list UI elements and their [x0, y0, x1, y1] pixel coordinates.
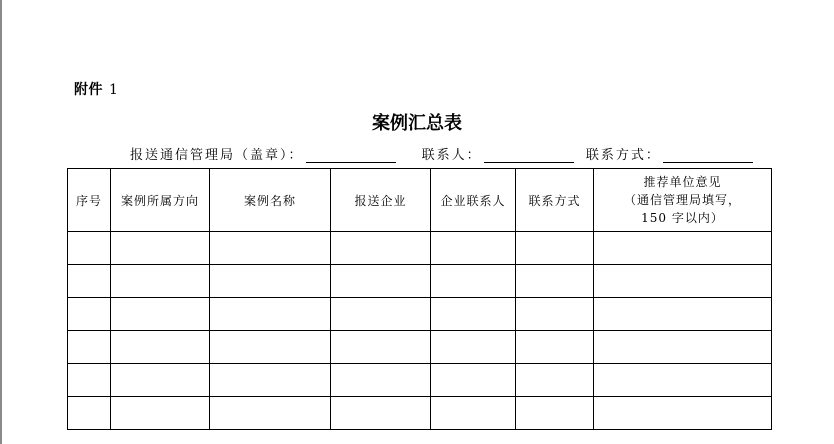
table-cell[interactable] — [516, 364, 594, 397]
bureau-field — [130, 144, 396, 163]
table-row — [68, 331, 772, 364]
table-cell[interactable] — [431, 265, 516, 298]
attachment-text: 附件 — [74, 82, 103, 98]
table-row — [68, 364, 772, 397]
table-cell[interactable] — [516, 232, 594, 265]
phone-label: 联系方式： — [585, 148, 661, 163]
table-cell[interactable] — [431, 331, 516, 364]
table-cell[interactable] — [431, 232, 516, 265]
table-cell[interactable] — [210, 265, 331, 298]
table-body — [68, 232, 772, 430]
table-cell[interactable] — [331, 397, 431, 430]
header-name: 案例名称 — [210, 169, 331, 232]
table-cell[interactable] — [594, 298, 772, 331]
table-cell[interactable] — [210, 364, 331, 397]
table-cell[interactable] — [68, 331, 111, 364]
header-company: 报送企业 — [331, 169, 431, 232]
table-cell[interactable] — [210, 298, 331, 331]
table-cell[interactable] — [331, 232, 431, 265]
table-cell[interactable] — [594, 232, 772, 265]
attachment-number: 1 — [109, 82, 119, 98]
header-opinion — [594, 169, 772, 232]
table-cell[interactable] — [68, 364, 111, 397]
table-cell[interactable] — [111, 232, 210, 265]
contact-label: 联系人： — [421, 148, 482, 163]
table-cell[interactable] — [111, 364, 210, 397]
table-cell[interactable] — [331, 298, 431, 331]
contact-field — [422, 144, 574, 163]
case-summary-table — [67, 168, 772, 430]
table-cell[interactable] — [431, 298, 516, 331]
fill-fields-row — [130, 144, 753, 163]
header-phone: 联系方式 — [516, 169, 594, 232]
table-cell[interactable] — [516, 397, 594, 430]
header-company-contact: 企业联系人 — [431, 169, 516, 232]
attachment-label — [74, 79, 118, 99]
table-cell[interactable] — [431, 397, 516, 430]
table-cell[interactable] — [516, 331, 594, 364]
table-row — [68, 298, 772, 331]
table-cell[interactable] — [111, 265, 210, 298]
table-cell[interactable] — [594, 364, 772, 397]
table-cell[interactable] — [68, 298, 111, 331]
table-cell[interactable] — [331, 331, 431, 364]
table-cell[interactable] — [210, 232, 331, 265]
page-border — [0, 0, 2, 444]
table-row — [68, 265, 772, 298]
table-cell[interactable] — [68, 232, 111, 265]
table-cell[interactable] — [210, 397, 331, 430]
table-cell[interactable] — [68, 397, 111, 430]
contact-blank[interactable] — [484, 148, 574, 163]
table-cell[interactable] — [516, 265, 594, 298]
bureau-blank[interactable] — [306, 148, 396, 163]
table-cell[interactable] — [594, 397, 772, 430]
phone-blank[interactable] — [663, 148, 753, 163]
phone-field — [586, 144, 753, 163]
header-direction: 案例所属方向 — [111, 169, 210, 232]
table-cell[interactable] — [331, 265, 431, 298]
table-cell[interactable] — [594, 331, 772, 364]
table-cell[interactable] — [111, 397, 210, 430]
page-title: 案例汇总表 — [372, 113, 462, 134]
table-cell[interactable] — [516, 298, 594, 331]
table-cell[interactable] — [111, 298, 210, 331]
opinion-line-2: （通信管理局填写， — [623, 193, 741, 207]
table-cell[interactable] — [594, 265, 772, 298]
table-cell[interactable] — [431, 364, 516, 397]
table-row — [68, 397, 772, 430]
opinion-line-1: 推荐单位意见 — [643, 175, 722, 189]
table-cell[interactable] — [331, 364, 431, 397]
table-row — [68, 232, 772, 265]
table-cell[interactable] — [111, 331, 210, 364]
table-header-row — [68, 169, 772, 232]
header-seq: 序号 — [68, 169, 111, 232]
opinion-line-3: 150 字以内） — [641, 211, 724, 225]
bureau-label: 报送通信管理局（盖章）： — [130, 148, 304, 163]
table-cell[interactable] — [210, 331, 331, 364]
table-cell[interactable] — [68, 265, 111, 298]
